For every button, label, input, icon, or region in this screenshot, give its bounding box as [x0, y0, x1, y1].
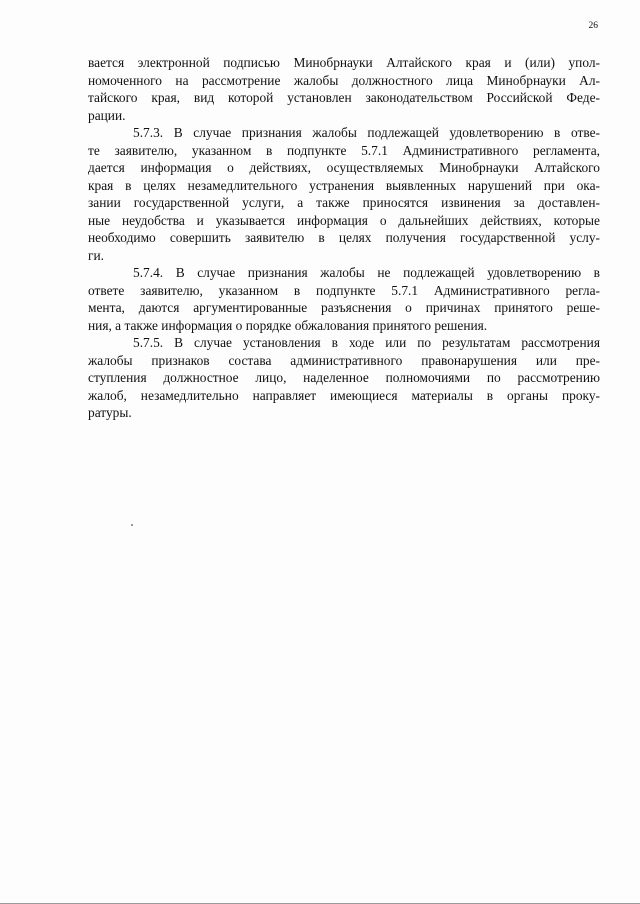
- scan-speck: [131, 524, 133, 526]
- text-line: необходимо совершить заявителю в целях получения государственной услу-: [88, 230, 600, 245]
- text-line: ния, а также информация о порядке обжалования принятого решения.: [88, 317, 488, 333]
- paragraph-5-7-4: [88, 264, 600, 334]
- paragraph-continuation: [88, 54, 600, 124]
- text-line: те заявителю, указанном в подпункте 5.7.1 Административного регламента,: [88, 142, 600, 158]
- text-line: 5.7.4. В случае признания жалобы не подлежащей удовлетворению в: [133, 265, 600, 280]
- text-line: номоченного на рассмотрение жалобы должностного лица Минобрнауки Ал-: [88, 72, 600, 88]
- paragraph-5-7-3: [88, 124, 600, 264]
- page-number: 26: [588, 21, 598, 31]
- text-line: ратуры.: [88, 405, 132, 420]
- text-line: тайского края, вид которой установлен законодательством Российской Феде-: [88, 90, 600, 105]
- document-body: [88, 54, 600, 422]
- text-line: ступления должностное лицо, наделенное полномочиями по рассмотрению: [88, 370, 600, 385]
- text-line: вается электронной подписью Минобрнауки Алтайского края и (или) упол-: [88, 55, 600, 70]
- text-line: 5.7.3. В случае признания жалобы подлежащей удовлетворению в отве-: [133, 125, 600, 140]
- text-line: зании государственной услуги, а также приносятся извинения за доставлен-: [88, 195, 600, 210]
- text-line: ги.: [88, 247, 105, 263]
- text-line: 5.7.5. В случае установления в ходе или по результатам рассмотрения: [133, 335, 600, 350]
- text-line: мента, даются аргументированные разъяснения о причинах принятого реше-: [88, 300, 600, 315]
- text-line: края в целях незамедлительного устранения выявленных нарушений при ока-: [88, 177, 600, 193]
- paragraph-5-7-5: [88, 334, 600, 422]
- text-line: рации.: [88, 107, 126, 123]
- text-line: ные неудобства и указывается информация о дальнейших действиях, которые: [88, 212, 600, 228]
- text-line: дается информация о действиях, осуществляемых Минобрнауки Алтайского: [88, 160, 600, 175]
- text-line: жалоб, незамедлительно направляет имеющиеся материалы в органы проку-: [88, 387, 600, 403]
- text-line: жалобы признаков состава административного правонарушения или пре-: [88, 352, 600, 368]
- text-line: ответе заявителю, указанном в подпункте 5.7.1 Административного регла-: [88, 282, 600, 298]
